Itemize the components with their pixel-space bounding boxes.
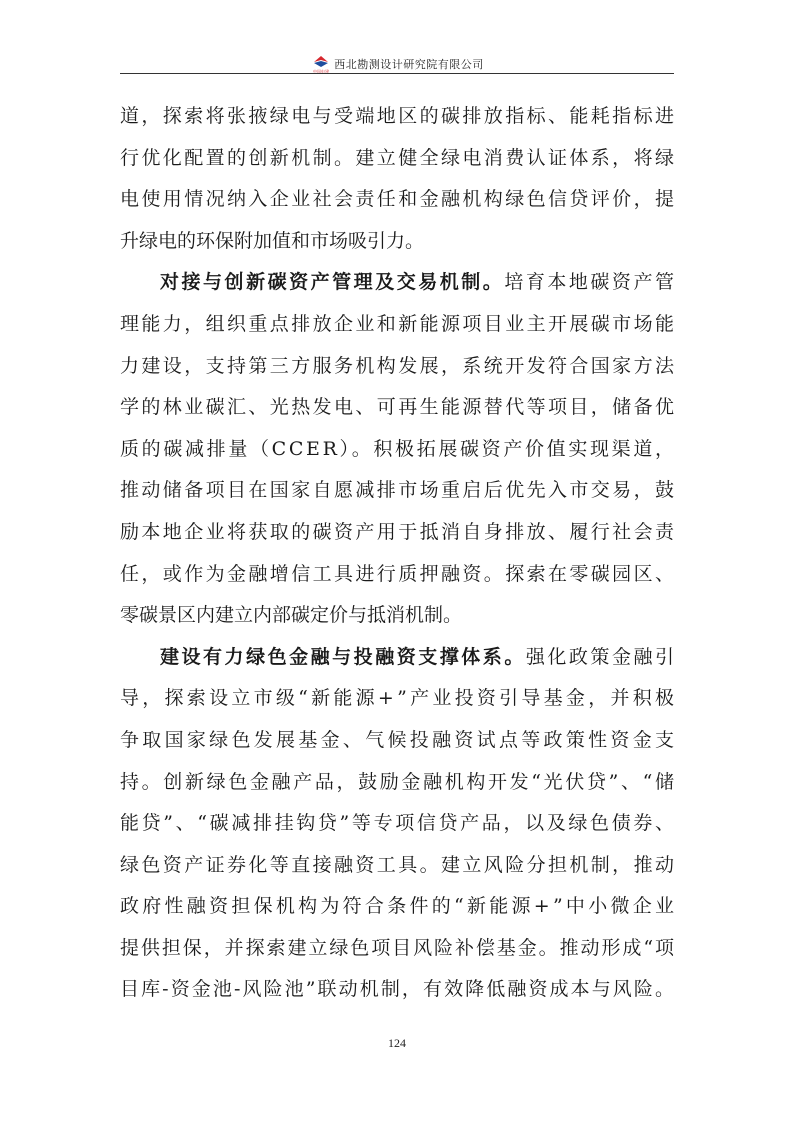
text-line: 目库-资金池-风险池”联动机制，有效降低融资成本与风险。 — [120, 978, 677, 1001]
text-line: 绿色资产证券化等直接融资工具。建立风险分担机制，推动 — [120, 853, 677, 876]
text-line: 质的碳减排量（CCER）。积极拓展碳资产价值实现渠道， — [120, 437, 677, 460]
text-line: 力建设，支持第三方服务机构发展，系统开发符合国家方法 — [120, 354, 677, 377]
paragraph-1 — [120, 96, 677, 262]
paragraph-2 — [120, 262, 677, 636]
text-line: 争取国家绿色发展基金、气候投融资试点等政策性资金支 — [120, 728, 678, 751]
text-line: 电使用情况纳入企业社会责任和金融机构绿色信贷评价，提 — [120, 188, 677, 211]
text-line: 行优化配置的创新机制。建立健全绿电消费认证体系，将绿 — [120, 146, 677, 169]
text-line: 励本地企业将获取的碳资产用于抵消自身排放、履行社会责 — [120, 520, 677, 543]
text-line: 政府性融资担保机构为符合条件的“新能源+”中小微企业 — [120, 895, 678, 918]
paragraph-heading: 建设有力绿色金融与投融资支撑体系。 — [160, 645, 526, 668]
text-line: 能贷”、“碳减排挂钩贷”等专项信贷产品，以及绿色债券、 — [120, 812, 677, 835]
text-line: 道，探索将张掖绿电与受端地区的碳排放指标、能耗指标进 — [120, 105, 677, 127]
text-line: 提供担保，并探索建立绿色项目风险补偿基金。推动形成“项 — [120, 936, 676, 959]
header-company-name: 西北勘测设计研究院有限公司 — [334, 58, 484, 71]
text-line: 导，探索设立市级“新能源+”产业投资引导基金，并积极 — [120, 687, 678, 710]
page-header — [120, 48, 674, 72]
page-number: 124 — [388, 1036, 406, 1050]
text-line: 对接与创新碳资产管理及交易机制。培育本地碳资产管 — [160, 271, 677, 294]
text-line: 持。创新绿色金融产品，鼓励金融机构开发“光伏贷”、“储 — [120, 770, 677, 793]
text-line: 理能力，组织重点排放企业和新能源项目业主开展碳市场能 — [120, 312, 677, 335]
text-line: 零碳景区内建立内部碳定价与抵消机制。 — [120, 604, 463, 627]
paragraph-heading: 对接与创新碳资产管理及交易机制。 — [160, 271, 505, 294]
company-logo-icon — [310, 54, 332, 74]
paragraph-3 — [120, 637, 678, 1011]
text-line: 推动储备项目在国家自愿减排市场重启后优先入市交易，鼓 — [120, 479, 677, 502]
text-line: 学的林业碳汇、光热发电、可再生能源替代等项目，储备优 — [120, 396, 677, 419]
logo-caption: 中国电建 — [313, 69, 330, 74]
text-line: 建设有力绿色金融与投融资支撑体系。强化政策金融引 — [160, 645, 677, 668]
text-line: 任，或作为金融增信工具进行质押融资。探索在零碳园区、 — [120, 562, 677, 585]
text-line: 升绿电的环保附加值和市场吸引力。 — [120, 229, 425, 252]
document-body — [120, 96, 678, 1011]
header-divider — [120, 73, 674, 74]
